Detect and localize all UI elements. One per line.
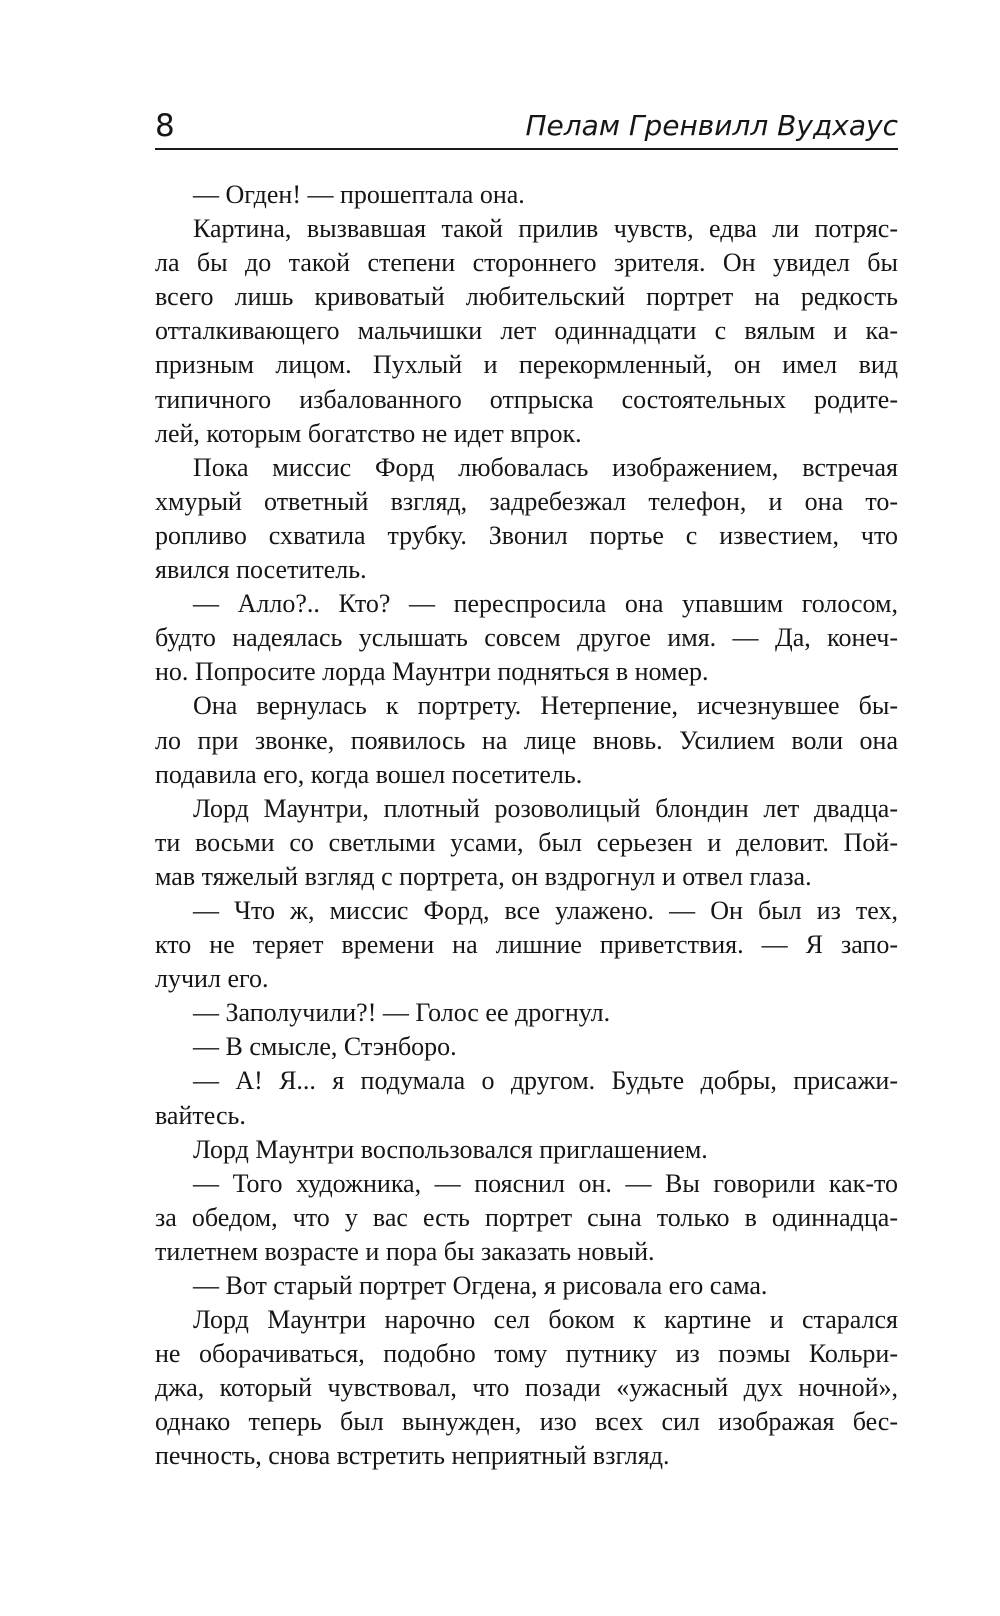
- text-line: однако теперь был вынужден, изо всех сил изображая бес-: [155, 1407, 898, 1437]
- text-line: — Того художника, — пояснил он. — Вы говорили как-то: [193, 1168, 898, 1198]
- text-line: джа, который чувствовал, что позади «ужасный дух ночной»,: [155, 1373, 898, 1403]
- text-line: — Огден! — прошептала она.: [193, 180, 525, 209]
- text-line: призным лицом. Пухлый и перекормленный, он имел вид: [155, 350, 898, 380]
- text-line: ло при звонке, появилось на лице вновь. Усилием воли она: [155, 725, 898, 755]
- text-line: отталкивающего мальчишки лет одиннадцати с вялым и ка-: [155, 316, 898, 346]
- page-header: [155, 106, 898, 150]
- text-line: всего лишь кривоватый любительский портрет на редкость: [155, 282, 898, 312]
- text-line: но. Попросите лорда Маунтри подняться в номер.: [155, 657, 709, 687]
- text-line: лей, которым богатство не идет впрок.: [155, 418, 582, 448]
- page-number: 8: [155, 108, 175, 144]
- text-line: печность, снова встретить неприятный взгляд.: [155, 1441, 670, 1471]
- text-line: Лорд Маунтри воспользовался приглашением.: [193, 1134, 708, 1164]
- text-line: лучил его.: [155, 964, 269, 994]
- text-line: за обедом, что у вас есть портрет сына только в одиннадца-: [155, 1202, 898, 1232]
- text-line: явился посетитель.: [155, 555, 367, 585]
- text-line: вайтесь.: [155, 1100, 246, 1130]
- text-line: тилетнем возрасте и пора бы заказать новый.: [155, 1236, 655, 1266]
- text-line: не оборачиваться, подобно тому путнику из поэмы Кольри-: [155, 1339, 898, 1369]
- text-line: — А! Я... я подумала о другом. Будьте добры, присажи-: [193, 1066, 898, 1096]
- text-line: — Вот старый портрет Огдена, я рисовала его сама.: [193, 1271, 768, 1300]
- text-line: хмурый ответный взгляд, задребезжал телефон, и она то-: [155, 486, 898, 516]
- text-line: ти восьми со светлыми усами, был серьезен и деловит. Пой-: [155, 827, 898, 857]
- running-title: Пелам Гренвилл Вудхаус: [525, 109, 898, 142]
- text-line: подавила его, когда вошел посетитель.: [155, 759, 583, 789]
- body-text: [155, 178, 898, 1474]
- text-line: — Что ж, миссис Форд, все улажено. — Он был из тех,: [193, 895, 898, 925]
- text-line: кто не теряет времени на лишние приветствия. — Я запо-: [155, 930, 898, 960]
- text-line: Лорд Маунтри нарочно сел боком к картине и старался: [193, 1305, 898, 1335]
- text-line: Лорд Маунтри, плотный розоволицый блондин лет двадца-: [193, 793, 898, 823]
- text-line: мав тяжелый взгляд с портрета, он вздрогнул и отвел глаза.: [155, 861, 812, 891]
- text-line: Картина, вызвавшая такой прилив чувств, едва ли потряс-: [193, 214, 898, 244]
- text-line: — Заполучили?! — Голос ее дрогнул.: [193, 998, 611, 1028]
- text-line: Она вернулась к портрету. Нетерпение, исчезнувшее бы-: [193, 691, 898, 721]
- text-line: ла бы до такой степени стороннего зрителя. Он увидел бы: [155, 248, 898, 278]
- text-line: — В смысле, Стэнборо.: [193, 1032, 457, 1062]
- text-line: ропливо схватила трубку. Звонил портье с известием, что: [155, 520, 898, 550]
- text-line: будто надеялась услышать совсем другое имя. — Да, конеч-: [155, 623, 898, 653]
- text-line: Пока миссис Форд любовалась изображением, встречая: [193, 452, 898, 482]
- text-line: типичного избалованного отпрыска состоятельных родите-: [155, 384, 898, 414]
- text-line: — Алло?.. Кто? — переспросила она упавшим голосом,: [193, 589, 898, 619]
